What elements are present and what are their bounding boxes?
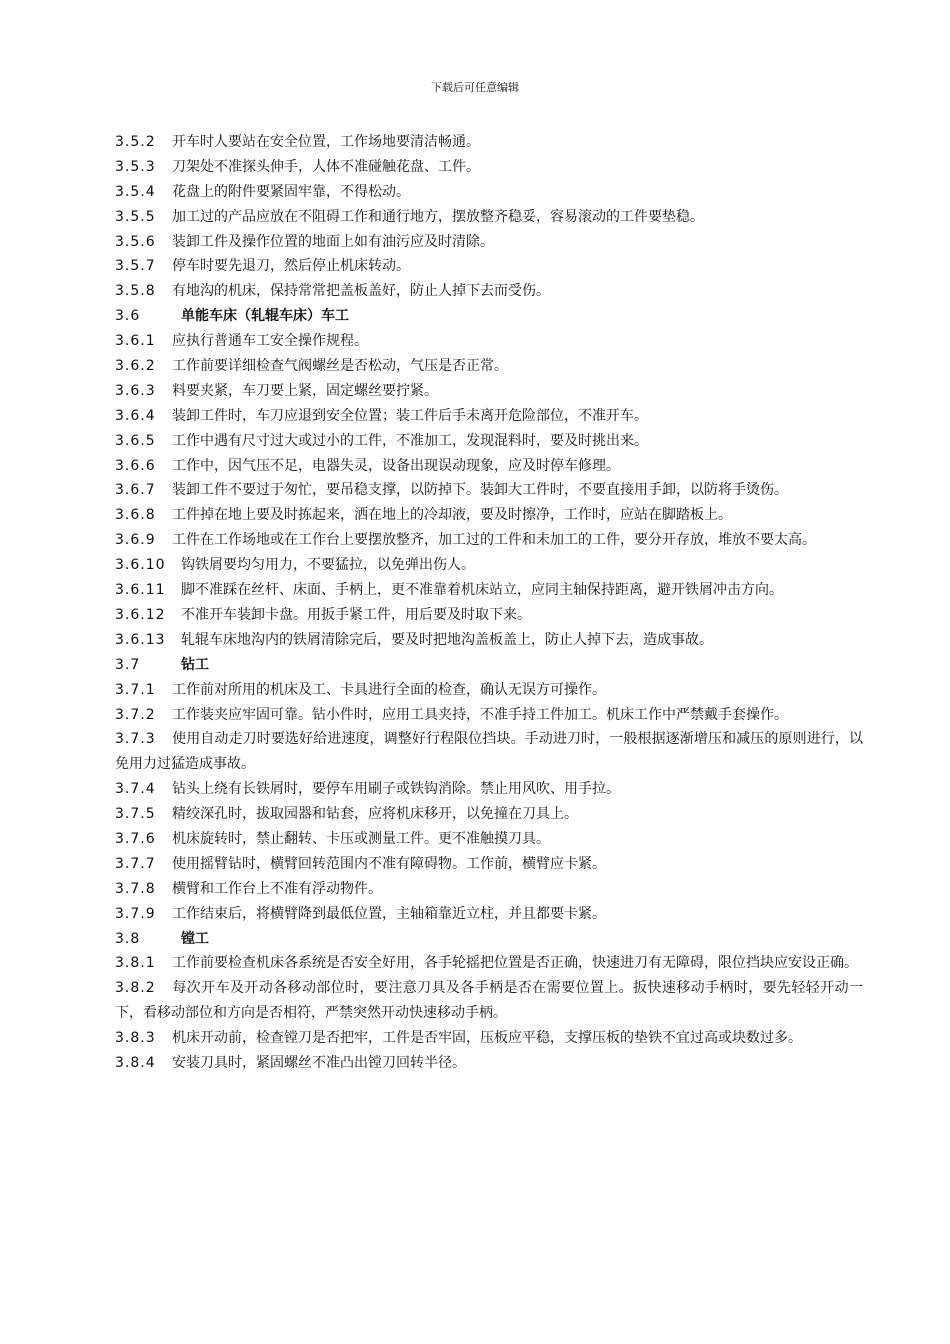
clause-number: 3.6.12 — [115, 606, 166, 623]
section-heading — [115, 927, 863, 952]
clause-number: 3.7.8 — [115, 880, 156, 897]
clause-number: 3.6.1 — [115, 333, 156, 350]
clause-number: 3.7 — [115, 656, 141, 673]
clause-text: 使用摇臂钻时，横臂回转范围内不准有障碍物。工作前，横臂应卡紧。 — [172, 855, 606, 872]
clause-line — [115, 727, 863, 777]
clause-line — [115, 678, 863, 703]
clause-line — [115, 454, 863, 479]
clause-line — [115, 279, 863, 304]
clause-text: 使用自动走刀时要选好给进速度，调整好行程限位挡块。手动进刀时，一般根据逐渐增压和减压的原则进行，以免用力过猛造成事故。 — [115, 731, 863, 773]
clause-text: 横臂和工作台上不准有浮动物件。 — [172, 880, 382, 897]
clause-line — [115, 180, 863, 205]
clause-number: 3.7.5 — [115, 806, 156, 823]
clause-text: 工作前对所用的机床及工、卡具进行全面的检查，确认无误方可操作。 — [172, 681, 606, 698]
clause-number: 3.7.4 — [115, 781, 156, 798]
clause-line — [115, 628, 863, 653]
clause-line — [115, 329, 863, 354]
clause-number: 3.7.9 — [115, 905, 156, 922]
clause-line — [115, 703, 863, 728]
clause-line — [115, 379, 863, 404]
clause-number: 3.6.6 — [115, 457, 156, 474]
clause-text: 加工过的产品应放在不阻碍工作和通行地方，摆放整齐稳妥，容易滚动的工件要垫稳。 — [172, 208, 704, 225]
clause-number: 3.5.8 — [115, 283, 156, 300]
clause-line — [115, 852, 863, 877]
clause-line — [115, 404, 863, 429]
clause-line — [115, 902, 863, 927]
section-title: 镗工 — [181, 930, 209, 947]
clause-text: 工作结束后，将横臂降到最低位置，主轴箱靠近立柱，并且都要卡紧。 — [172, 905, 606, 922]
clause-number: 3.5.4 — [115, 183, 156, 200]
clause-number: 3.5.5 — [115, 208, 156, 225]
clause-text: 工件掉在地上要及时拣起来，洒在地上的冷却液，要及时擦净，工作时，应站在脚踏板上。 — [172, 507, 732, 524]
clause-text: 精绞深孔时，拔取园器和钻套，应将机床移开，以免撞在刀具上。 — [172, 806, 578, 823]
clause-number: 3.5.6 — [115, 233, 156, 250]
clause-text: 工件在工作场地或在工作台上要摆放整齐，加工过的工件和未加工的工件，要分开存放，堆放不要太高。 — [172, 532, 816, 549]
clause-text: 刀架处不准探头伸手，人体不准碰触花盘、工件。 — [172, 158, 480, 175]
clause-text: 装卸工件时，车刀应退到安全位置；装工件后手未离开危险部位，不准开车。 — [172, 407, 648, 424]
clause-text: 不准开车装卸卡盘。用扳手紧工件，用后要及时取下来。 — [181, 606, 531, 623]
clause-number: 3.6.8 — [115, 507, 156, 524]
clause-line — [115, 1026, 863, 1051]
clause-number: 3.6.3 — [115, 382, 156, 399]
section-heading — [115, 304, 863, 329]
clause-text: 装卸工件不要过于匆忙，要吊稳支撑，以防掉下。装卸大工件时，不要直接用手卸，以防将手烫伤。 — [172, 482, 788, 499]
clause-text: 花盘上的附件要紧固牢靠，不得松动。 — [172, 183, 410, 200]
section-title: 钻工 — [181, 656, 209, 673]
clause-line — [115, 230, 863, 255]
clause-number: 3.6.2 — [115, 358, 156, 375]
clause-number: 3.6.4 — [115, 407, 156, 424]
clause-number: 3.8.2 — [115, 980, 156, 997]
clause-number: 3.8.4 — [115, 1055, 156, 1072]
clause-line — [115, 155, 863, 180]
clause-line — [115, 827, 863, 852]
clause-text: 料要夹紧，车刀要上紧，固定螺丝要拧紧。 — [172, 382, 438, 399]
clause-text: 工作中，因气压不足，电器失灵，设备出现误动现象，应及时停车修理。 — [172, 457, 620, 474]
clause-number: 3.8 — [115, 930, 141, 947]
clause-line — [115, 254, 863, 279]
clause-number: 3.6.11 — [115, 582, 166, 599]
clause-text: 钩铁屑要均匀用力，不要猛拉，以免弹出伤人。 — [181, 557, 475, 574]
clause-number: 3.7.2 — [115, 706, 156, 723]
clause-number: 3.6.10 — [115, 557, 166, 574]
clause-number: 3.7.1 — [115, 681, 156, 698]
clause-text: 脚不准踩在丝杆、床面、手柄上，更不准靠着机床站立，应同主轴保持距离，避开铁屑冲击方向。 — [181, 582, 783, 599]
clause-line — [115, 553, 863, 578]
clause-text: 机床开动前，检查镗刀是否把牢，工件是否牢固，压板应平稳，支撑压板的垫铁不宜过高或块数过多。 — [172, 1030, 802, 1047]
clause-text: 停车时要先退刀，然后停止机床转动。 — [172, 258, 410, 275]
clause-line — [115, 578, 863, 603]
clause-number: 3.6.13 — [115, 631, 166, 648]
clause-text: 工作中遇有尺寸过大或过小的工件，不准加工，发现混料时，要及时挑出来。 — [172, 432, 648, 449]
clause-text: 应执行普通车工安全操作规程。 — [172, 333, 368, 350]
clause-line — [115, 130, 863, 155]
clause-number: 3.7.7 — [115, 855, 156, 872]
clause-number: 3.6.7 — [115, 482, 156, 499]
clause-text: 有地沟的机床，保持常常把盖板盖好，防止人掉下去而受伤。 — [172, 283, 550, 300]
section-heading — [115, 653, 863, 678]
clause-number: 3.6.9 — [115, 532, 156, 549]
page-header-note: 下载后可任意编辑 — [431, 81, 519, 94]
section-title: 单能车床（轧辊车床）车工 — [181, 308, 349, 325]
clause-number: 3.5.3 — [115, 158, 156, 175]
clause-number: 3.5.2 — [115, 134, 156, 150]
clause-number: 3.6.5 — [115, 432, 156, 449]
clause-line — [115, 205, 863, 230]
clause-text: 轧辊车床地沟内的铁屑清除完后，要及时把地沟盖板盖上，防止人掉下去，造成事故。 — [181, 631, 713, 648]
clause-line — [115, 951, 863, 976]
clause-number: 3.7.6 — [115, 831, 156, 848]
clause-line — [115, 877, 863, 902]
clause-number: 3.6 — [115, 308, 141, 325]
clause-number: 3.5.7 — [115, 258, 156, 275]
clause-line — [115, 976, 863, 1026]
clause-line — [115, 802, 863, 827]
clause-text: 装卸工件及操作位置的地面上如有油污应及时清除。 — [172, 233, 494, 250]
clause-number: 3.7.3 — [115, 731, 156, 748]
clause-line — [115, 1051, 863, 1076]
clause-text: 钻头上绕有长铁屑时，要停车用刷子或铁钩消除。禁止用风吹、用手拉。 — [172, 781, 620, 798]
clause-line — [115, 354, 863, 379]
clause-text: 工作装夹应牢固可靠。钻小件时，应用工具夹持，不准手持工件加工。机床工作中严禁戴手套操作。 — [172, 706, 788, 723]
clause-line — [115, 429, 863, 454]
clause-line — [115, 603, 863, 628]
clause-line — [115, 503, 863, 528]
clause-line — [115, 777, 863, 802]
clause-text: 开车时人要站在安全位置，工作场地要清洁畅通。 — [172, 134, 480, 150]
clause-line — [115, 478, 863, 503]
clause-line — [115, 528, 863, 553]
clause-text: 机床旋转时，禁止翻转、卡压或测量工件。更不准触摸刀具。 — [172, 831, 550, 848]
clause-number: 3.8.1 — [115, 955, 156, 972]
clause-text: 工作前要检查机床各系统是否安全好用，各手轮摇把位置是否正确，快速进刀有无障碍，限位挡块应安设正确。 — [172, 955, 858, 972]
clause-text: 工作前要详细检查气阀螺丝是否松动，气压是否正常。 — [172, 358, 508, 375]
clause-text: 每次开车及开动各移动部位时，要注意刀具及各手柄是否在需要位置上。扳快速移动手柄时，要先轻轻开动一下，看移动部位和方向是否相符，严禁突然开动快速移动手柄。 — [115, 980, 863, 1022]
clause-text: 安装刀具时，紧固螺丝不准凸出镗刀回转半径。 — [172, 1055, 466, 1072]
clause-number: 3.8.3 — [115, 1030, 156, 1047]
document-body — [115, 130, 863, 1076]
